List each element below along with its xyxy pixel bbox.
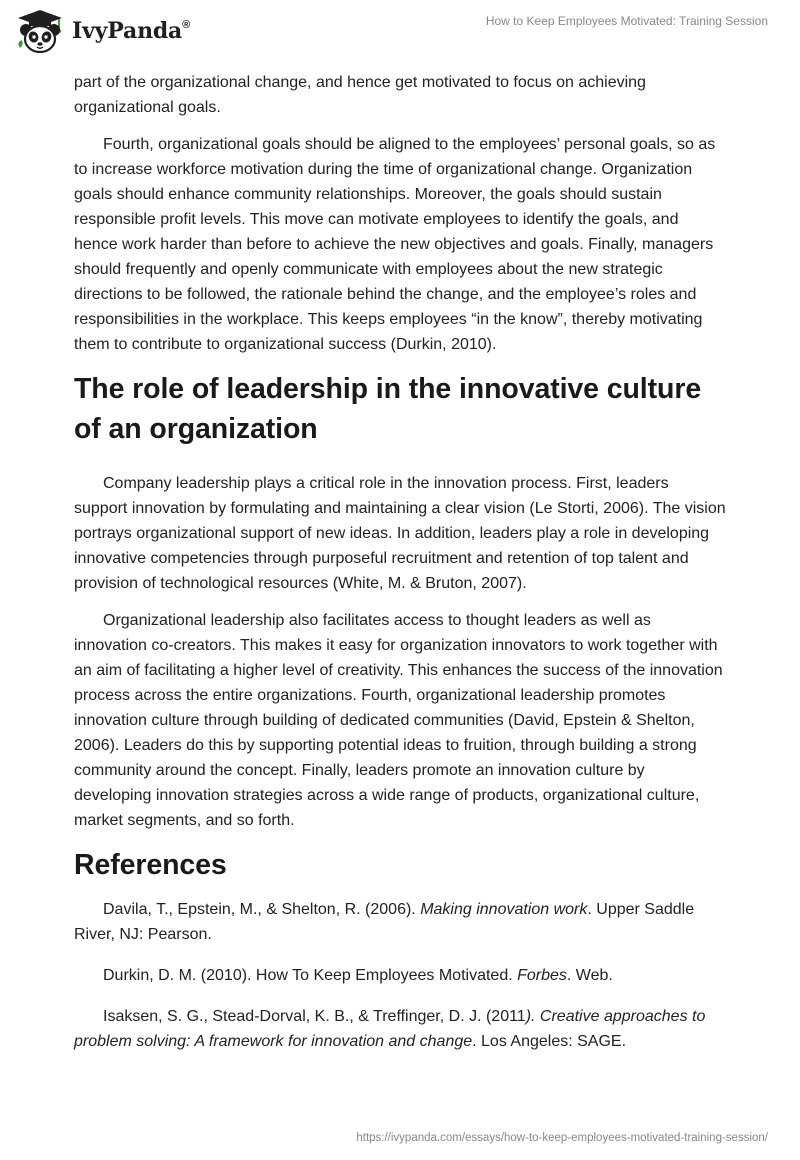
panda-graduate-icon — [14, 8, 66, 54]
section-heading-references: References — [74, 849, 227, 881]
paragraph-fourth: Fourth, organizational goals should be aligned to the employees’ personal goals, so as to increase workforce motivation during the time of organizational change. Organization goals should enhance community relationships. Moreover, the goals should sustain responsible profit levels. This move can motivate employees to identify the goals, and hence work harder than before to achieve the new objectives and goals. Finally, managers should frequently and openly communicate with employees about the new strategic directions to be followed, the rationale behind the change, and the employee’s roles and responsibilities in the workplace. This keeps employees “in the know”, thereby motivating them to contribute to organizational success (Durkin, 2010). — [74, 136, 716, 353]
section-heading-leadership: The role of leadership in the innovative culture of an organization — [74, 373, 702, 445]
source-url[interactable]: https://ivypanda.com/essays/how-to-keep-employees-motivated-training-session/ — [356, 1132, 768, 1144]
essay-content — [74, 70, 726, 1070]
reference-item: Davila, T., Epstein, M., & Shelton, R. (2006). Making innovation work. Upper Saddle River, NJ: Pearson. — [74, 901, 695, 943]
paragraph-leadership-1: Company leadership plays a critical role in the innovation process. First, leaders support innovation by formulating and maintaining a clear vision (Le Storti, 2006). The vision portrays organizational support of new ideas. In addition, leaders play a role in developing innovative competencies through purposeful recruitment and retention of top talent and provision of technological resources (White, M. & Bruton, 2007). — [74, 475, 726, 592]
reference-item: Durkin, D. M. (2010). How To Keep Employees Motivated. Forbes. Web. — [103, 967, 613, 984]
registered-mark: ® — [182, 18, 191, 31]
brand-name: IvyPanda® — [72, 18, 191, 44]
paragraph-leadership-2: Organizational leadership also facilitates access to thought leaders as well as innovation co-creators. This makes it easy for organization innovators to work together with an aim of facilitating a higher level of creativity. This enhances the success of the innovation process across the entire organizations. Fourth, organizational leadership promotes innovation culture through building of dedicated communities (David, Epstein & Shelton, 2006). Leaders do this by supporting potential ideas to fruition, through building a strong community around the concept. Finally, leaders promote an innovation culture by developing innovation strategies across a wide range of products, organizational culture, market segments, and so forth. — [74, 612, 723, 829]
page-header — [0, 0, 800, 64]
paragraph-intro-continuation: part of the organizational change, and hence get motivated to focus on achieving organizational goals. — [74, 74, 646, 116]
ivypanda-logo[interactable] — [14, 8, 190, 54]
reference-item: Isaksen, S. G., Stead-Dorval, K. B., & Treffinger, D. J. (2011). Creative approaches to problem solving: A framework for innovation and change. Los Angeles: SAGE. — [74, 1008, 706, 1050]
document-title: How to Keep Employees Motivated: Training Session — [485, 14, 768, 28]
